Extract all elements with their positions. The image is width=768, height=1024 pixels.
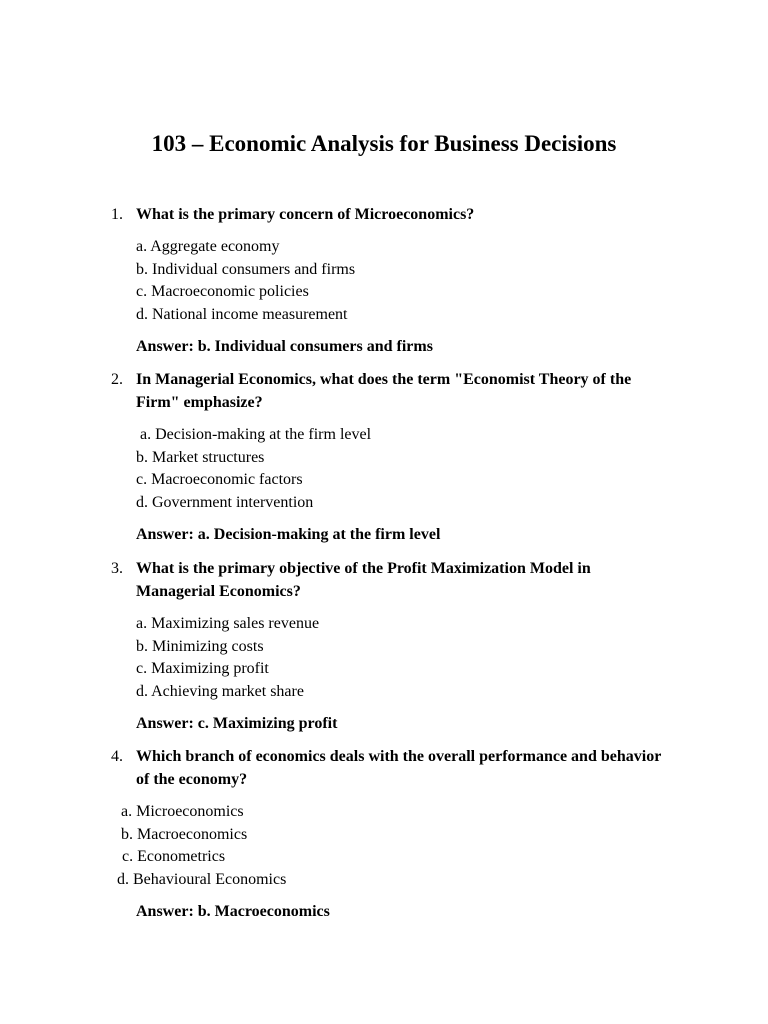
option-d: d. Government intervention bbox=[136, 493, 314, 511]
options-list bbox=[111, 424, 671, 514]
option-b: b. Macroeconomics bbox=[121, 825, 248, 843]
answer-line: Answer: b. Macroeconomics bbox=[136, 903, 330, 921]
option-c: c. Macroeconomic policies bbox=[136, 283, 309, 301]
option-a: a. Microeconomics bbox=[121, 803, 244, 820]
option-d: d. Achieving market share bbox=[136, 682, 304, 700]
option-c: c. Macroeconomic factors bbox=[136, 471, 303, 489]
option-a: a. Maximizing sales revenue bbox=[136, 615, 320, 632]
question-1 bbox=[111, 203, 671, 358]
question-number: 4. bbox=[111, 748, 123, 765]
question-heading bbox=[111, 368, 671, 414]
option-b: b. Individual consumers and firms bbox=[136, 260, 356, 278]
question-text: In Managerial Economics, what does the term "Economist Theory of the Firm" emphasize? bbox=[136, 371, 632, 411]
page-title: 103 – Economic Analysis for Business Decisions bbox=[151, 131, 617, 156]
option-d: d. National income measurement bbox=[136, 305, 348, 323]
answer-line: Answer: b. Individual consumers and firms bbox=[136, 338, 433, 356]
option-b: b. Market structures bbox=[136, 448, 265, 466]
question-text: What is the primary objective of the Profit Maximization Model in Managerial Economics? bbox=[136, 560, 591, 600]
option-a: a. Aggregate economy bbox=[136, 238, 280, 255]
question-text: What is the primary concern of Microeconomics? bbox=[136, 206, 475, 223]
question-heading bbox=[111, 745, 671, 791]
answer-line: Answer: a. Decision-making at the firm level bbox=[136, 526, 441, 544]
question-2 bbox=[111, 368, 671, 546]
options-list bbox=[111, 613, 671, 703]
option-c: c. Econometrics bbox=[122, 848, 226, 866]
question-text: Which branch of economics deals with the overall performance and behavior of the economy? bbox=[136, 748, 662, 788]
question-heading bbox=[111, 203, 671, 226]
question-number: 3. bbox=[111, 560, 123, 577]
option-b: b. Minimizing costs bbox=[136, 637, 264, 655]
option-a: a. Decision-making at the firm level bbox=[140, 426, 372, 443]
options-list bbox=[111, 236, 671, 326]
question-heading bbox=[111, 557, 671, 603]
option-d: d. Behavioural Economics bbox=[117, 870, 287, 888]
question-number: 1. bbox=[111, 206, 123, 223]
answer-line: Answer: c. Maximizing profit bbox=[136, 715, 338, 733]
options-list bbox=[111, 801, 671, 891]
option-c: c. Maximizing profit bbox=[136, 660, 269, 678]
question-3 bbox=[111, 557, 671, 735]
question-number: 2. bbox=[111, 371, 123, 388]
question-4 bbox=[111, 745, 671, 923]
